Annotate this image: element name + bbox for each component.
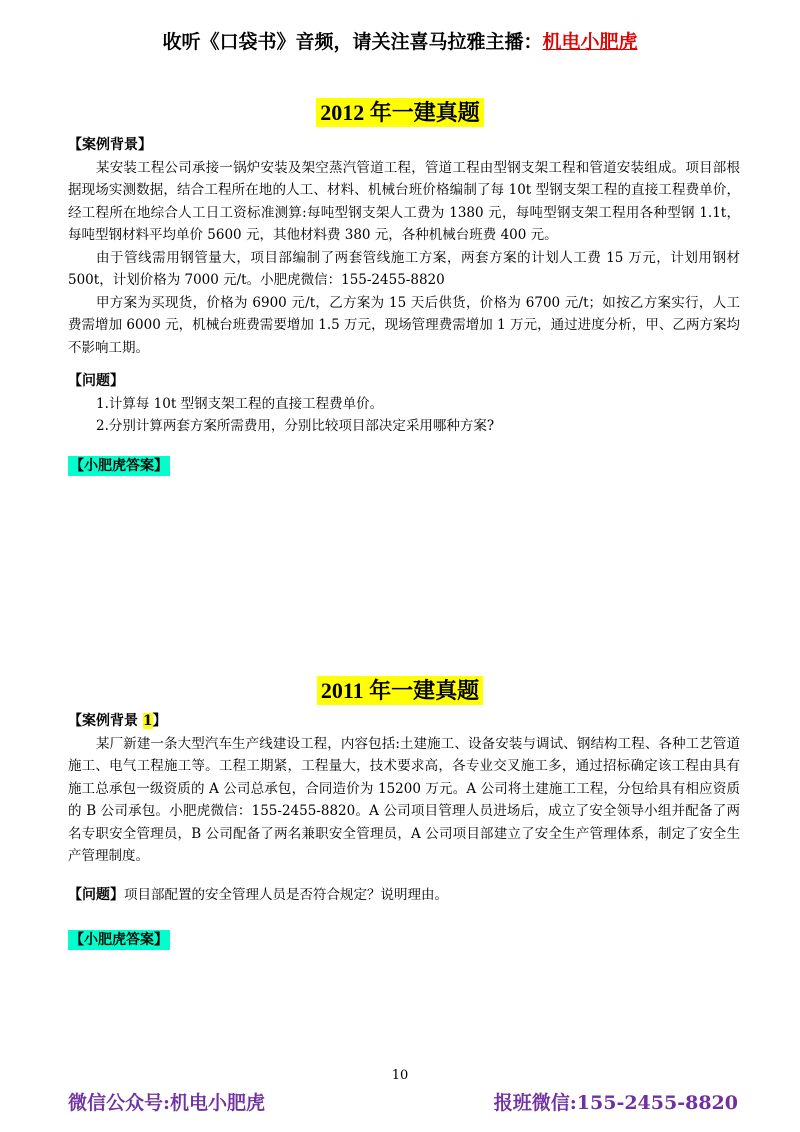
background-paragraph: 甲方案为买现货，价格为 6900 元/t，乙方案为 15 天后供货，价格为 6700 元/t；如按乙方案实行，人工费需增加 6000 元，机械台班费需要增加 1.5 万元，现场管理费需增加 1 万元，通过进度分析，甲、乙两方案均不影响工期。	[68, 294, 740, 356]
host-name-link[interactable]: 机电小肥虎	[542, 31, 638, 53]
case-2012-questions	[68, 370, 740, 438]
page-number: 10	[391, 1068, 409, 1083]
question-label: 【问题】	[68, 373, 124, 389]
answer-label-2012: 【小肥虎答案】	[70, 458, 168, 474]
footer-enroll-wechat: 报班微信:155-2455-8820	[493, 1092, 738, 1114]
question-item: 2.分别计算两套方案所需费用，分别比较项目部决定采用哪种方案?	[96, 418, 495, 434]
footer-wechat-account: 微信公众号:机电小肥虎	[68, 1092, 266, 1114]
question-text: 项目部配置的安全管理人员是否符合规定？说明理由。	[124, 887, 448, 903]
background-label-suffix: 】	[152, 713, 167, 729]
background-paragraph: 由于管线需用钢管量大，项目部编制了两套管线施工方案，两套方案的计划人工费 15 万元，计划用钢材 500t，计划价格为 7000 元/t。小肥虎微信：155-2455-8820	[68, 249, 740, 288]
case-2011-question	[68, 884, 740, 907]
top-banner	[0, 30, 800, 54]
background-label-number: 1	[142, 713, 153, 729]
case-2012-background	[68, 134, 740, 359]
background-label-prefix: 【案例背景	[68, 713, 143, 729]
title-2011	[0, 676, 800, 708]
title-2012-text: 2012 年一建真题	[316, 98, 484, 127]
background-paragraph: 某厂新建一条大型汽车生产线建设工程，内容包括:土建施工、设备安装与调试、钢结构工程、各种工艺管道施工、电气工程施工等。工程工期紧，工程量大，技术要求高，各专业交叉施工多，通过招标确定该工程由具有施工总承包一级资质的 A 公司总承包，合同造价为 15200 万元。A 公司将土建施工工程，分包给具有相应资质的 B 公司承包。小肥虎微信：155-2455-8820。A 公司项目管理人员进场后，成立了安全领导小组并配备了两名专职安全管理员，B 公司配备了两名兼职安全管理员，A 公司项目部建立了安全生产管理体系，制定了安全生产管理制度。	[68, 735, 740, 864]
question-item: 1.计算每 10t 型钢支架工程的直接工程费单价。	[96, 395, 384, 412]
background-label	[68, 710, 740, 733]
background-paragraph: 某安装工程公司承接一锅炉安装及架空蒸汽管道工程，管道工程由型钢支架工程和管道安装组成。项目部根据现场实测数据，结合工程所在地的人工、材料、机械台班价格编制了每 10t 型钢支架工程的直接工程费单价，经工程所在地综合人工日工资标准测算:每吨型钢支架人工费为 1380 元，每吨型钢支架工程用各种型钢 1.1t，每吨型钢材料平均单价 5600 元，其他材料费 380 元，各种机械台班费 400 元。	[68, 159, 740, 243]
title-2011-text: 2011 年一建真题	[317, 676, 483, 705]
case-2011-background	[68, 710, 740, 868]
background-label: 【案例背景】	[68, 137, 152, 153]
question-label: 【问题】	[68, 887, 124, 903]
title-2012	[0, 98, 800, 130]
answer-label-2011: 【小肥虎答案】	[70, 932, 168, 948]
banner-text: 收听《口袋书》音频，请关注喜马拉雅主播：	[162, 31, 543, 53]
